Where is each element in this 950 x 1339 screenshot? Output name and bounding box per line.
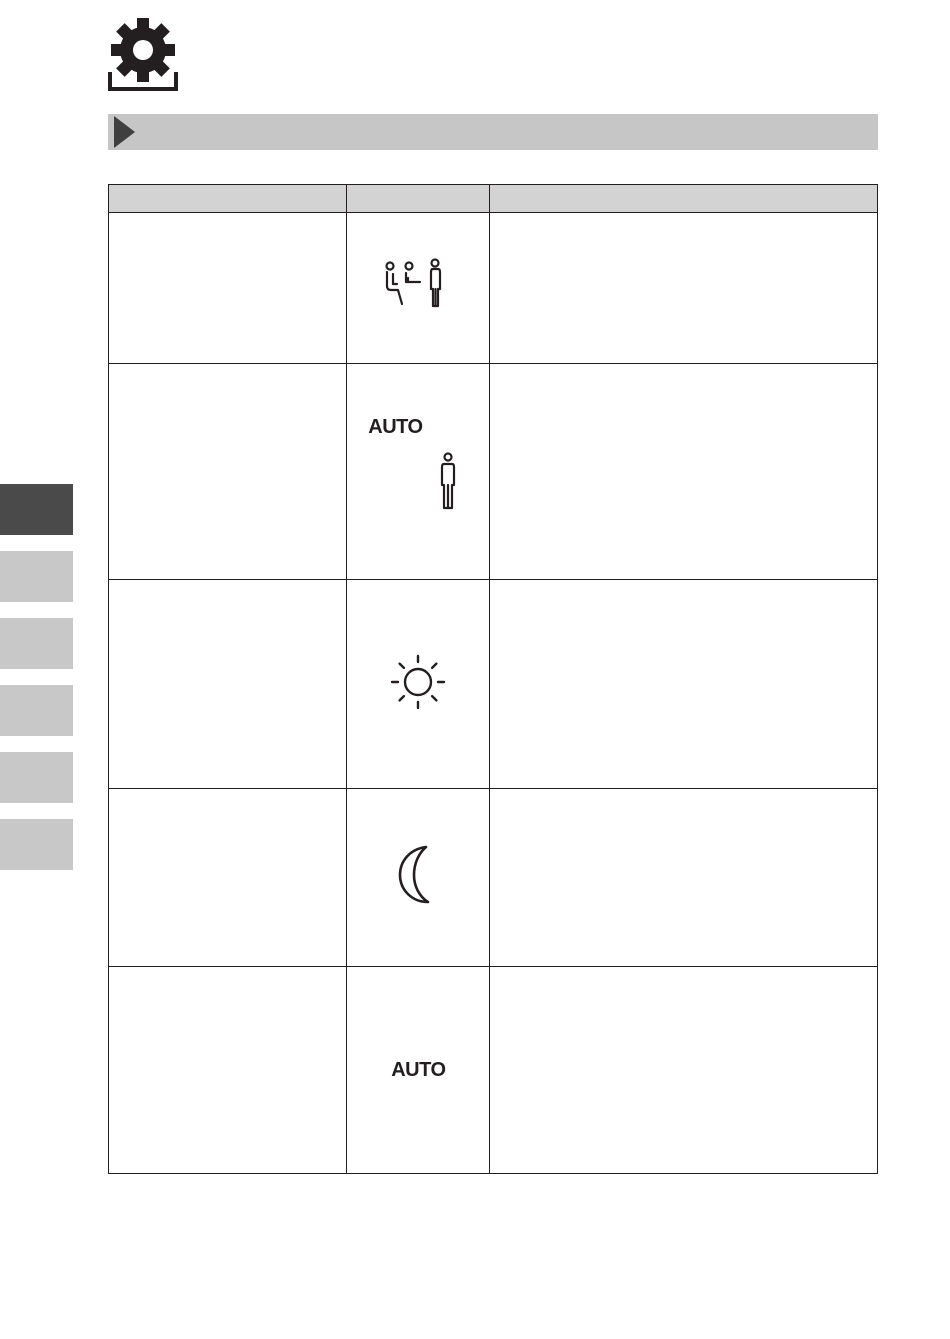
settings-table <box>108 184 878 1174</box>
auto-label: AUTO <box>368 416 423 438</box>
side-tab-2[interactable] <box>0 551 73 602</box>
side-tab-1[interactable] <box>0 484 73 535</box>
row-icon-cell <box>347 213 490 364</box>
header-icon <box>347 185 490 213</box>
row-icon-cell <box>347 580 490 789</box>
row-description <box>490 213 878 364</box>
table-row <box>109 967 878 1174</box>
section-heading-bar <box>108 114 878 150</box>
row-name <box>109 967 347 1174</box>
side-tab-5[interactable] <box>0 752 73 803</box>
table-row <box>109 789 878 967</box>
gear-settings-icon <box>106 16 180 92</box>
row-description <box>490 364 878 580</box>
sun-icon <box>388 652 448 712</box>
row-description <box>490 789 878 967</box>
header-name <box>109 185 347 213</box>
row-description <box>490 967 878 1174</box>
row-name <box>109 364 347 580</box>
table-row <box>109 213 878 364</box>
auto-icon: AUTO <box>391 1058 446 1081</box>
row-name <box>109 580 347 789</box>
side-tab-3[interactable] <box>0 618 73 669</box>
table-row <box>109 364 878 580</box>
row-icon-cell <box>347 967 490 1174</box>
side-tab-4[interactable] <box>0 685 73 736</box>
row-icon-cell <box>347 789 490 967</box>
row-name <box>109 213 347 364</box>
side-tab-6[interactable] <box>0 819 73 870</box>
table-header-row <box>109 185 878 213</box>
passenger-service-icon <box>378 256 458 316</box>
row-icon-cell <box>347 364 490 580</box>
row-description <box>490 580 878 789</box>
standing-person-icon <box>436 452 460 512</box>
row-name <box>109 789 347 967</box>
table-row <box>109 580 878 789</box>
header-description <box>490 185 878 213</box>
moon-icon <box>388 843 448 907</box>
triangle-arrow-icon <box>114 116 135 148</box>
